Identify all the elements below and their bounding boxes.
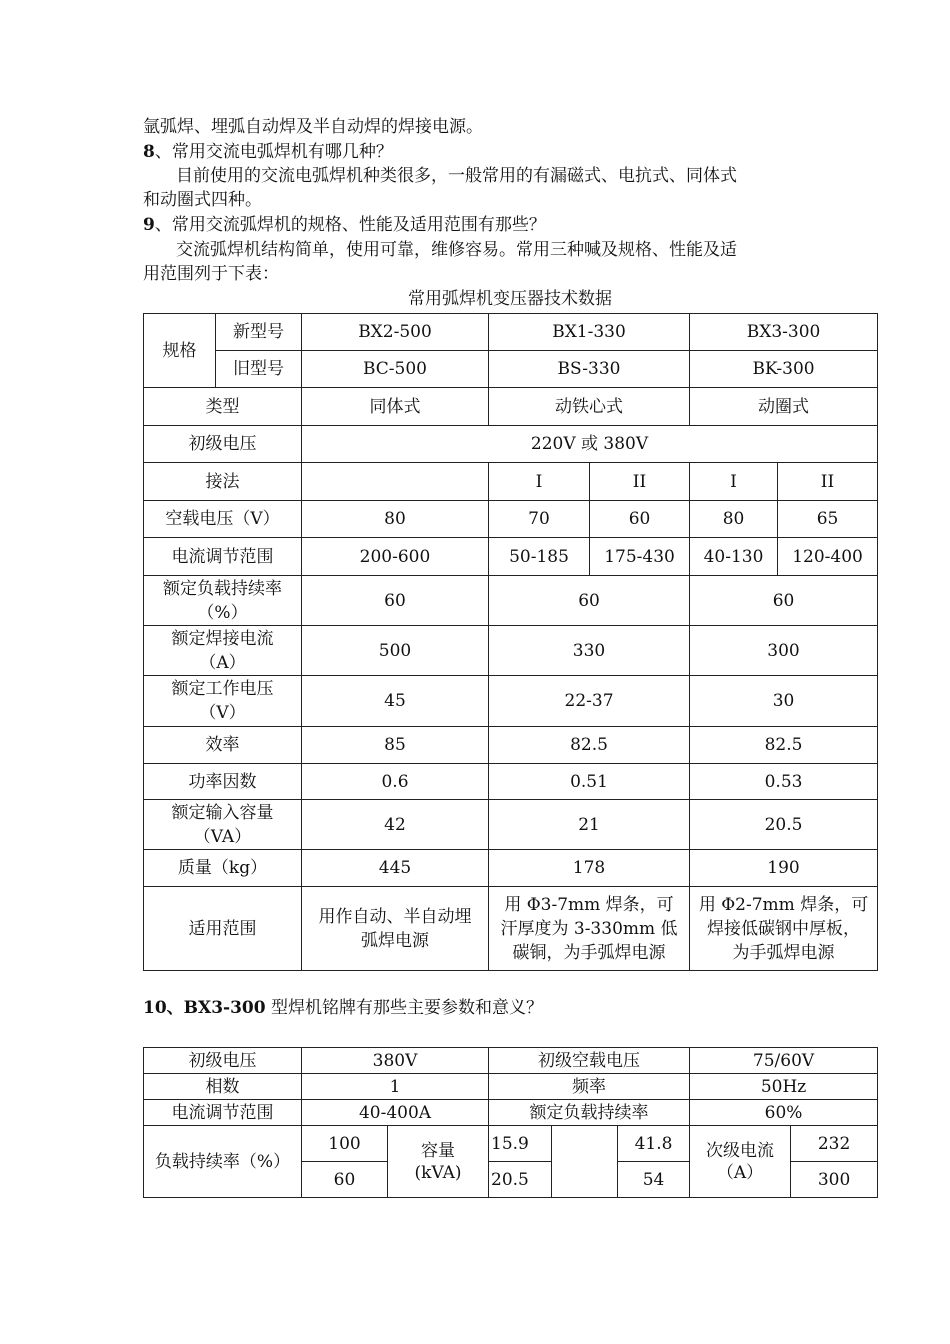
table-cell: 21 [489,800,690,850]
answer-8-line2: 和动圈式四种。 [143,190,262,210]
row-label [388,1126,489,1198]
table-cell: 82.5 [690,727,878,764]
intro-line: 氩弧焊、埋弧自动焊及半自动焊的焊接电源。 [143,117,483,137]
answer-9-line1: 交流弧焊机结构简单，使用可靠，维修容易。常用三种喊及规格、性能及适 [176,240,737,260]
row-label: 额定负载持续率 [489,1100,690,1126]
label-line: （A） [199,652,246,673]
table-cell [690,887,878,971]
table-cell: 232 [791,1126,878,1162]
table-cell [302,887,489,971]
table-cell: I [489,463,590,501]
table-cell: 70 [489,501,590,538]
table-cell: 45 [302,676,489,727]
usage-line: 汗厚度为 3-330mm 低 [500,918,678,939]
answer-9-line2: 用范围列于下表： [143,264,279,284]
table-row [144,463,878,501]
table-cell: 40-400A [302,1100,489,1126]
table-cell: 445 [302,850,489,887]
usage-line: 弧焊电源 [361,930,429,951]
table-cell: 200-600 [302,538,489,576]
table-cell: BS-330 [489,351,690,388]
table-row [144,800,878,850]
question-text: 、常用交流弧焊机的规格、性能及适用范围有那些？ [154,215,546,235]
row-label: 初级空载电压 [489,1048,690,1074]
table-cell: 42 [302,800,489,850]
table-cell: 60% [690,1100,878,1126]
question-number: 8 [143,142,155,162]
table-row [144,1048,878,1074]
spec-table [143,313,878,971]
table-cell: 60 [302,576,489,626]
usage-line: 碳铜，为手弧焊电源 [512,942,666,963]
row-label [144,800,302,850]
table-cell: 20.5 [690,800,878,850]
table-cell: 60 [302,1162,388,1198]
table-cell: 300 [690,626,878,676]
table-cell: 0.6 [302,764,489,800]
table-cell: BC-500 [302,351,489,388]
table-cell: 40-130 [690,538,778,576]
table-row [144,1074,878,1100]
table-cell [552,1126,618,1198]
table-cell: 80 [690,501,778,538]
label-line: 额定焊接电流 [171,628,274,649]
label-line: （A） [716,1162,764,1183]
row-label: 适用范围 [144,887,302,971]
table-row [144,388,878,426]
table-cell: 75/60V [690,1048,878,1074]
table-cell: 1 [302,1074,489,1100]
table-cell: BK-300 [690,351,878,388]
usage-line: 用 Φ3-7mm 焊条，可 [504,894,674,915]
row-label [144,626,302,676]
usage-line: 焊接低碳钢中厚板， [707,918,861,939]
table-cell: 20.5 [489,1162,552,1198]
table-cell: 300 [791,1162,878,1198]
table-cell: 65 [778,501,878,538]
new-model-label: 新型号 [216,314,302,351]
label-line: （%） [197,602,248,623]
table-cell: 80 [302,501,489,538]
question-text: 型焊机铭牌有那些主要参数和意义？ [265,998,543,1018]
table-cell: 50Hz [690,1074,878,1100]
label-line: 额定工作电压 [171,679,274,699]
table-cell: 82.5 [489,727,690,764]
row-label: 负载持续率（%） [144,1126,302,1198]
table-row [144,314,878,351]
row-label: 电流调节范围 [144,1100,302,1126]
table-cell: 178 [489,850,690,887]
table-row [144,538,878,576]
table-cell: 100 [302,1126,388,1162]
table-row [144,501,878,538]
table-row [144,426,878,463]
nameplate-table [143,1047,878,1198]
table-row [144,1100,878,1126]
table-cell: 0.51 [489,764,690,800]
table-cell [302,463,489,501]
label-line: (kVA) [414,1162,462,1183]
row-label: 功率因数 [144,764,302,800]
table-cell: 60 [690,576,878,626]
table-cell: 54 [618,1162,690,1198]
row-label: 接法 [144,463,302,501]
table-row [144,764,878,800]
table-cell: BX1-330 [489,314,690,351]
question-10 [143,996,543,1020]
question-number: 10、BX3-300 [143,998,266,1018]
table-cell: 22-37 [489,676,690,727]
label-line: 容量 [421,1140,455,1161]
question-9 [143,213,546,237]
table-cell: 30 [690,676,878,727]
table-cell: 41.8 [618,1126,690,1162]
table-cell: 190 [690,850,878,887]
table-cell: I [690,463,778,501]
answer-8-line1: 目前使用的交流电弧焊机种类很多，一般常用的有漏磁式、电抗式、同体式 [176,166,737,186]
table-cell: 330 [489,626,690,676]
table-cell: 50-185 [489,538,590,576]
table-cell: II [590,463,690,501]
table-cell: BX2-500 [302,314,489,351]
row-label: 频率 [489,1074,690,1100]
usage-line: 为手弧焊电源 [732,942,835,963]
question-8 [143,140,393,164]
usage-line: 用 Φ2-7mm 焊条，可 [698,894,869,915]
table-cell: 动圈式 [690,388,878,426]
row-label [144,676,302,727]
label-line: （V） [199,703,246,723]
row-label: 效率 [144,727,302,764]
table-cell: 85 [302,727,489,764]
row-label [144,576,302,626]
table-cell: 175-430 [590,538,690,576]
table-cell [489,887,690,971]
table-cell: 220V 或 380V [302,426,878,463]
label-line: （VA） [193,826,252,847]
label-line: 额定输入容量 [171,802,274,823]
table-row [144,351,878,388]
row-label: 初级电压 [144,426,302,463]
table-cell: 60 [489,576,690,626]
row-label: 空载电压（V） [144,501,302,538]
spec-label: 规格 [144,314,216,388]
table-row [144,727,878,764]
table-cell: 15.9 [489,1126,552,1162]
question-number: 9 [143,215,155,235]
row-label: 电流调节范围 [144,538,302,576]
table-caption: 常用弧焊机变压器技术数据 [408,289,612,309]
row-label: 初级电压 [144,1048,302,1074]
row-label: 类型 [144,388,302,426]
table-row [144,887,878,971]
table-row [144,576,878,626]
table-cell: 60 [590,501,690,538]
old-model-label: 旧型号 [216,351,302,388]
row-label [690,1126,791,1198]
table-row [144,850,878,887]
table-row [144,626,878,676]
label-line: 额定负载持续率 [163,578,282,599]
question-text: 、常用交流电弧焊机有哪几种？ [154,142,393,162]
table-cell: 380V [302,1048,489,1074]
table-cell: BX3-300 [690,314,878,351]
table-cell: 动铁心式 [489,388,690,426]
usage-line: 用作自动、半自动埋 [318,906,472,927]
label-line: 次级电流 [706,1140,775,1161]
row-label: 相数 [144,1074,302,1100]
table-row [144,1126,878,1162]
table-cell: II [778,463,878,501]
table-row [144,676,878,727]
row-label: 质量（kg） [144,850,302,887]
table-cell: 同体式 [302,388,489,426]
table-cell: 120-400 [778,538,878,576]
table-cell: 500 [302,626,489,676]
table-cell: 0.53 [690,764,878,800]
